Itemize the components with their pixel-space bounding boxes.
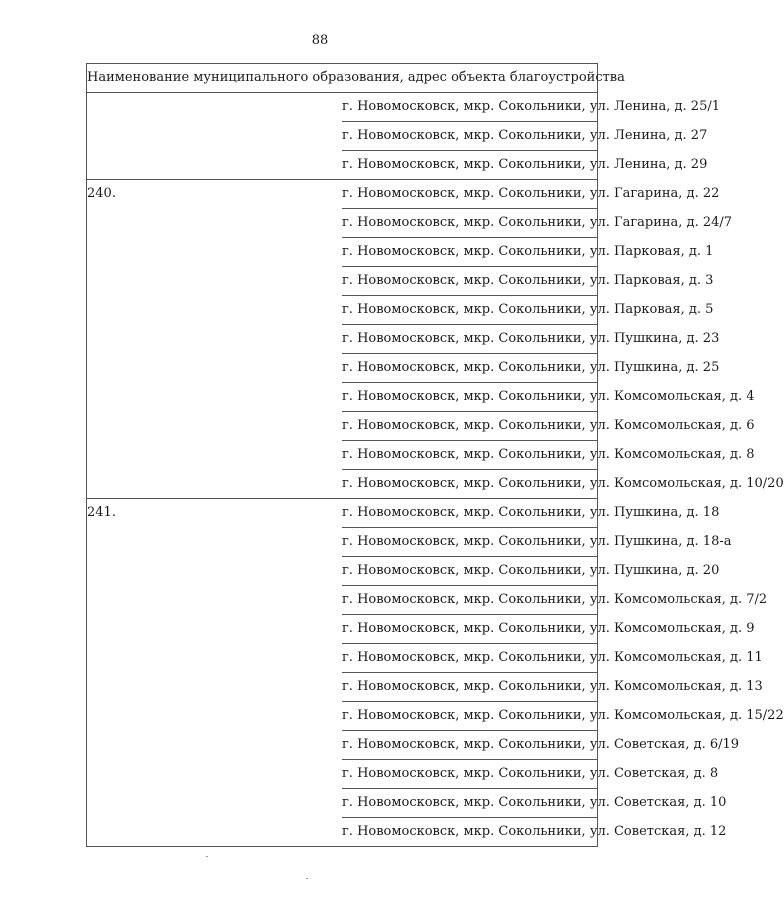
row-number	[87, 731, 343, 760]
table-row	[87, 702, 598, 731]
address-text: г. Новомосковск, мкр. Сокольники, ул. Пушкина, д. 18-а	[342, 528, 598, 557]
table-row	[87, 122, 598, 151]
address-text: г. Новомосковск, мкр. Сокольники, ул. Ленина, д. 27	[342, 122, 598, 151]
scan-speck	[206, 856, 208, 857]
table-row	[87, 557, 598, 586]
row-number	[87, 760, 343, 789]
table-body	[87, 93, 784, 847]
address-table	[86, 63, 784, 847]
address-text: г. Новомосковск, мкр. Сокольники, ул. Комсомольская, д. 10/20	[342, 470, 598, 499]
table-row	[87, 499, 598, 528]
table-row	[87, 93, 598, 122]
address-text: г. Новомосковск, мкр. Сокольники, ул. Ленина, д. 25/1	[342, 93, 598, 122]
scan-speck	[306, 878, 308, 879]
table-row	[87, 760, 598, 789]
table-row	[87, 180, 598, 209]
table-header: Наименование муниципального образования, адрес объекта благоустройства	[87, 64, 598, 93]
row-number	[87, 296, 343, 325]
table-row	[87, 267, 598, 296]
row-number	[87, 586, 343, 615]
row-number	[87, 789, 343, 818]
row-number	[87, 122, 343, 151]
row-number	[87, 151, 343, 180]
address-text: г. Новомосковск, мкр. Сокольники, ул. Советская, д. 10	[342, 789, 598, 818]
table-row	[87, 818, 598, 847]
address-text: г. Новомосковск, мкр. Сокольники, ул. Комсомольская, д. 6	[342, 412, 598, 441]
row-number	[87, 615, 343, 644]
address-text: г. Новомосковск, мкр. Сокольники, ул. Комсомольская, д. 13	[342, 673, 598, 702]
address-text: г. Новомосковск, мкр. Сокольники, ул. Пушкина, д. 23	[342, 325, 598, 354]
address-text: г. Новомосковск, мкр. Сокольники, ул. Комсомольская, д. 7/2	[342, 586, 598, 615]
table-row	[87, 238, 598, 267]
address-text: г. Новомосковск, мкр. Сокольники, ул. Советская, д. 12	[342, 818, 598, 847]
table-row	[87, 209, 598, 238]
address-text: г. Новомосковск, мкр. Сокольники, ул. Пушкина, д. 18	[342, 499, 598, 528]
row-number	[87, 267, 343, 296]
row-number	[87, 238, 343, 267]
table-row	[87, 325, 598, 354]
row-number	[87, 354, 343, 383]
table-header-row	[87, 64, 598, 93]
table-row	[87, 296, 598, 325]
row-number	[87, 209, 343, 238]
table-row	[87, 731, 598, 760]
row-number	[87, 93, 343, 122]
row-number	[87, 557, 343, 586]
address-text: г. Новомосковск, мкр. Сокольники, ул. Пушкина, д. 20	[342, 557, 598, 586]
row-number	[87, 412, 343, 441]
row-number	[87, 325, 343, 354]
table-row	[87, 151, 598, 180]
address-text: г. Новомосковск, мкр. Сокольники, ул. Парковая, д. 3	[342, 267, 598, 296]
address-text: г. Новомосковск, мкр. Сокольники, ул. Парковая, д. 5	[342, 296, 598, 325]
table-row	[87, 644, 598, 673]
address-text: г. Новомосковск, мкр. Сокольники, ул. Гагарина, д. 24/7	[342, 209, 598, 238]
row-number	[87, 470, 343, 499]
address-text: г. Новомосковск, мкр. Сокольники, ул. Ленина, д. 29	[342, 151, 598, 180]
table-row	[87, 412, 598, 441]
address-text: г. Новомосковск, мкр. Сокольники, ул. Комсомольская, д. 4	[342, 383, 598, 412]
row-number	[87, 528, 343, 557]
table-row	[87, 383, 598, 412]
page-number: 88	[311, 33, 329, 48]
address-text: г. Новомосковск, мкр. Сокольники, ул. Парковая, д. 1	[342, 238, 598, 267]
row-number: 241.	[87, 499, 343, 528]
address-text: г. Новомосковск, мкр. Сокольники, ул. Комсомольская, д. 15/22	[342, 702, 598, 731]
address-text: г. Новомосковск, мкр. Сокольники, ул. Пушкина, д. 25	[342, 354, 598, 383]
table-row	[87, 354, 598, 383]
address-text: г. Новомосковск, мкр. Сокольники, ул. Комсомольская, д. 8	[342, 441, 598, 470]
address-text: г. Новомосковск, мкр. Сокольники, ул. Комсомольская, д. 11	[342, 644, 598, 673]
row-number	[87, 383, 343, 412]
table-row	[87, 789, 598, 818]
row-number	[87, 441, 343, 470]
row-number	[87, 702, 343, 731]
row-number	[87, 818, 343, 847]
row-number	[87, 673, 343, 702]
address-text: г. Новомосковск, мкр. Сокольники, ул. Советская, д. 6/19	[342, 731, 598, 760]
table-row	[87, 441, 598, 470]
address-text: г. Новомосковск, мкр. Сокольники, ул. Гагарина, д. 22	[342, 180, 598, 209]
address-text: г. Новомосковск, мкр. Сокольники, ул. Комсомольская, д. 9	[342, 615, 598, 644]
table-row	[87, 673, 598, 702]
address-text: г. Новомосковск, мкр. Сокольники, ул. Советская, д. 8	[342, 760, 598, 789]
table-row	[87, 615, 598, 644]
table-row	[87, 586, 598, 615]
row-number	[87, 644, 343, 673]
row-number: 240.	[87, 180, 343, 209]
table-row	[87, 470, 598, 499]
table-row	[87, 528, 598, 557]
